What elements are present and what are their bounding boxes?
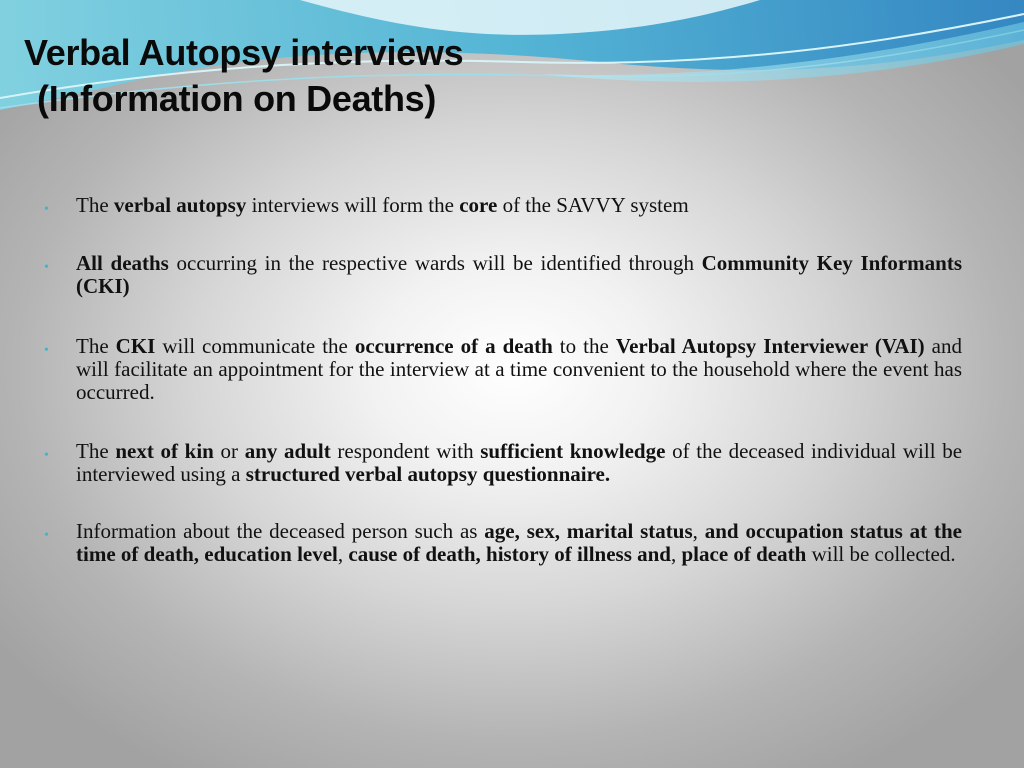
bullet-item-all-deaths: • All deaths occurring in the respective wards will be identified through Community Key Informants (CKI) bbox=[44, 251, 962, 298]
bullet-item-core-system: • The verbal autopsy interviews will form the core of the SAVVY system bbox=[44, 194, 962, 217]
bullet-dot-icon: • bbox=[44, 528, 49, 543]
bullet-dot-icon: • bbox=[44, 260, 49, 275]
bullet-item-next-of-kin: • The next of kin or any adult respondent with sufficient knowledge of the deceased individual will be interviewed using a structured verbal autopsy questionnaire. bbox=[44, 439, 963, 486]
bullet-dot-icon: • bbox=[44, 448, 49, 463]
bullet-dot-icon: • bbox=[44, 202, 49, 217]
bullet-item-information-collected: • Information about the deceased person such as age, sex, marital status, and occupation status at the time of death, education level, cause of death, history of illness and, place of death will be collected. bbox=[44, 519, 962, 566]
bullet-item-cki-communication: • The CKI will communicate the occurrence of a death to the Verbal Autopsy Interviewer (VAI) and will facilitate an appointment for the interview at a time convenient to the household where the event has occurred. bbox=[44, 334, 962, 404]
bullet-dot-icon: • bbox=[44, 343, 49, 358]
bullet-list bbox=[44, 194, 962, 601]
slide-title bbox=[24, 30, 463, 122]
slide-title-line-1: Verbal Autopsy interviews bbox=[24, 32, 464, 73]
slide-title-line-2: (Information on Deaths) bbox=[37, 78, 437, 119]
